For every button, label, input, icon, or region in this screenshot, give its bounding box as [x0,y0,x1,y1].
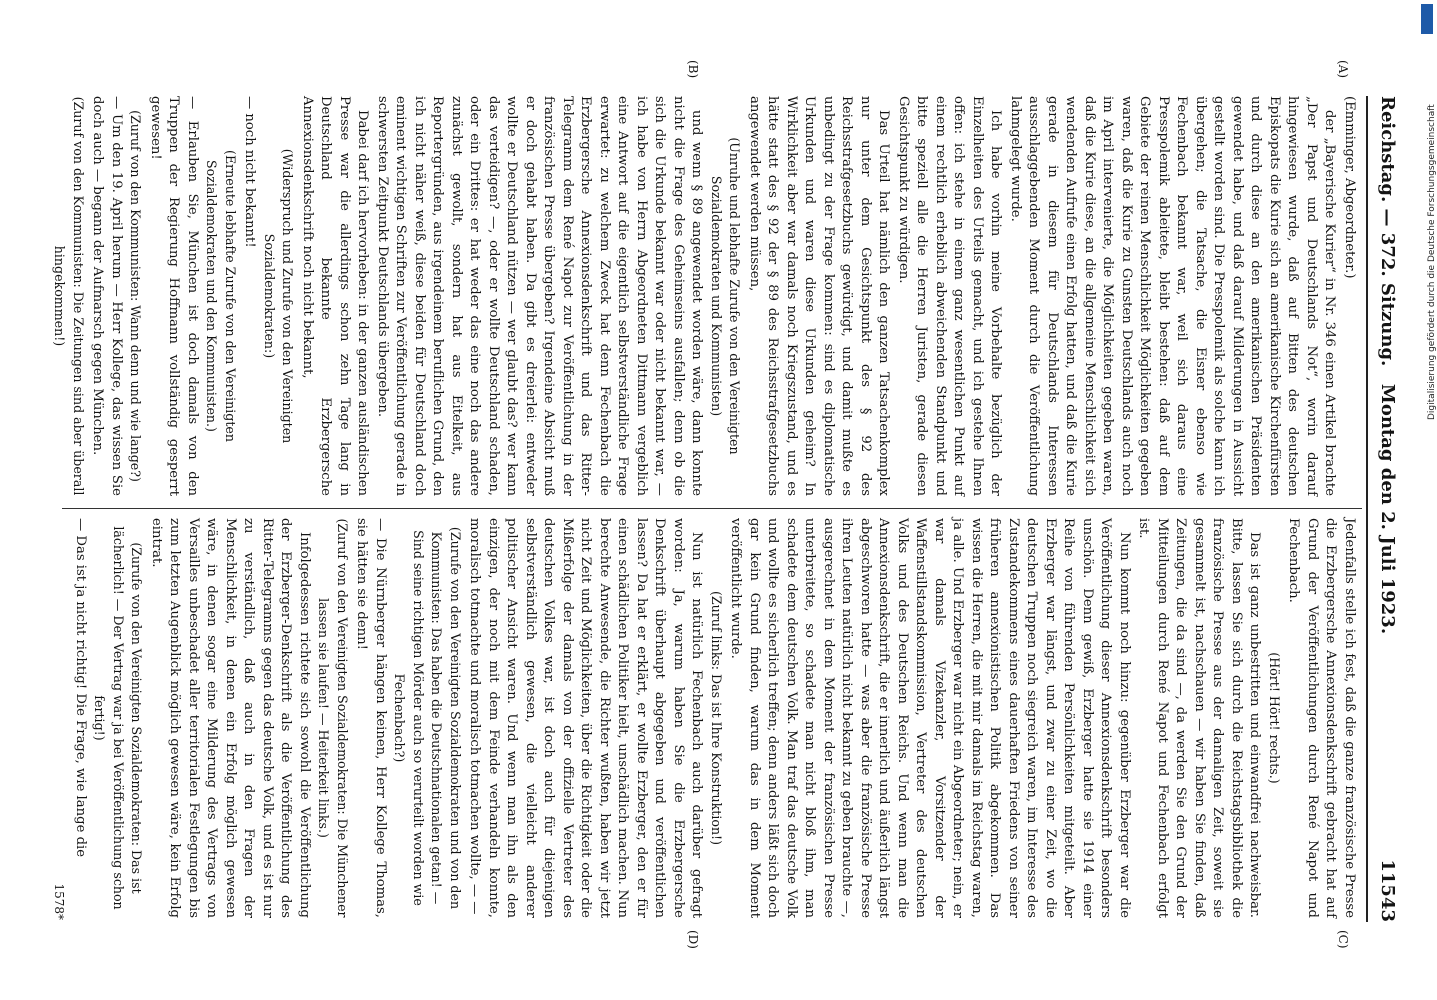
header-left: Reichstag. — 372. Sitzung. [1377,96,1398,367]
paragraph: (Widerspruch und Zurufe von den Vereinigten Sozialdemokraten:) [262,148,296,444]
column-divider [62,508,1362,509]
paragraph: Infolgedessen richtete sich sowohl die Veröffentlichung der Erzberger-Denkschrift als die Veröffentlichung des Ritter-Telegramms gegen das deutsche Volk, und es ist nur zu verständlich, daß auch in den Fragen der Menschlichkeit, in denen ein Erfolg möglich gewesen wäre, in denen sogar eine Milderung des Vertrags von Versailles unbeschadet aller territorialen Festlegungen bis zum letzten Augenblick möglich gewesen wäre, kein Erfolg eintrat. [149,518,312,918]
paragraph: Das Urteil hat nämlich den ganzen Tatsachenkomplex nur unter dem Gesichtspunkt des § 92 des Reichsstrafgesetzbuchs gewürdigt, und damit mußte es unbedingt zu der Frage kommen: sind es diplomatische Urkunden und waren diese Urkunden geheim? In Wirklichkeit aber war damals noch Kriegszustand, und es hätte statt des § 92 der § 89 des Reichsstrafgesetzbuchs angewendet werden müssen, [747,96,892,496]
text-column-right [48,518,1358,918]
paragraph: (Unruhe und lebhafte Zurufe von den Vereinigten Sozialdemokraten und Kommunisten) [709,137,743,455]
page-header [1368,96,1398,922]
paragraph: Jedenfalls stelle ich fest, daß die ganze französische Presse die Erzbergersche Annexionsdenkschrift gebracht hat auf Grund der Veröffentlichungen durch René Napot und Fechenbach. [1286,518,1357,918]
header-rule [1366,96,1368,922]
margin-mark-c: (C) [1336,930,1350,949]
dfg-sidebar [1420,0,1437,1000]
paragraph: (Zuruf von den Kommunisten: Wann denn und wie lange?) [128,110,144,482]
margin-mark-d: (D) [686,930,700,949]
paragraph: (Hört! Hört! rechts.) [1267,652,1282,784]
margin-mark-b: (B) [686,60,700,79]
paragraph: Ich habe vorhin meine Vorbehalte bezüglich der Einzelheiten des Urteils gemacht, und ich gestehe Ihnen offen: ich stehe in einem ganz wesentlichen Punkt auf einem rechtlich erheblich abweichenden Standpunkt und bitte speziell alle die Herren Juristen, gerade diesen Gesichtspunkt zu würdigen. [896,96,1004,496]
paragraph: (Emminger, Abgeordneter.) [1342,96,1357,279]
margin-mark-a: (A) [1336,60,1350,79]
dfg-credit: Digitalisierung gefördert durch die Deutsche Forschungsgemeinschaft [1427,104,1437,420]
paragraph: — Erlauben Sie, München ist doch damals von den Truppen der Regierung Hoffmann vollständig gesperrt gewesen! [148,96,200,496]
paragraph: — noch nicht bekannt! [242,96,258,248]
paragraph: Nun ist natürlich Fechenbach auch darüber gefragt worden: Ja, warum haben Sie die Erzbergersche Denkschrift überhaupt abgegeben und veröffentlichen lassen? Da hat er erklärt, er wollte Erzberger, den er für einen schädlichen Politiker hielt, unschädlich machen. Nun berechte Anwesende, die Richter wußten, haben wir jetzt nicht Zeit und Möglichkeiten, über die Richtigkeit oder die Mißerfolge der damals von der offizielle Vertreter des deutschen Volkes war, ist doch auch für diejenigen selbstverständlich gewesen, die vielleicht anderer politischer Ansicht waren. Und wenn man ihn als den einzigen, der noch mit dem Feinde verhandeln konnte, moralisch totmachte und moralisch totmachen wollte, — — [467,518,705,918]
page-footer-mark: 1578* [52,883,66,920]
paragraph: und wenn § 89 angewendet worden wäre, dann konnte nicht die Frage des Geheimseins ausfallen; denn ob die sich die Urkunde bekannt war oder nicht bekannt war, — ich habe von Herrn Abgeordneten Dittmann vergeblich eine Antwort auf die eigentlich selbstverständliche Frage erwartet: zu welchem Zweck hat denn Fechenbach die Erzbergersche Annexionsdenkschrift und das Ritter-Telegramm dem René Napot zur Veröffentlichung in der französischen Presse übergeben? Irgendeine Absicht muß er doch gehabt haben. Da gibt es dreierlei: entweder wollte er Deutschland nützen — wer glaubt das? wer kann das verteidigen? —, oder er wollte Deutschland schaden, oder ein Drittes: er hat weder das eine noch das andere zunächst gewollt, sondern hat aus Eitelkeit, aus Reportergründen, aus irgendeinem beruflichen Grund, den ich nicht näher weiß, diese beiden für Deutschland doch eminent wichtigen Schriften zur Veröffentlichung gerade in schwersten Zeitpunkt Deutschlands übergeben. [375,96,705,496]
paragraph: (Zuruf von den Vereinigten Sozialdemokraten: Die Münchener lassen sie laufen! — Heiterkeit links.) [316,518,350,918]
paragraph: der „Bayerische Kurier“ in Nr. 346 einen Artikel brachte „Der Papst und Deutschlands Not“, worin darauf hingewiesen wurde, daß auf Bitten des deutschen Episkopats die Kurie sich an amerikanische Kirchenfürsten und durch diese an den amerikanischen Präsidenten gewendet habe, und daß darauf Milderungen in Aussicht gestellt worden sind. Die Presspolemik als solche kann ich übergehen; die Tatsache, die Eisner ebenso wie Fechenbach bekannt war, weil sich daraus eine Presspolemik ableitete, bleibt bestehen: daß auf dem Gebiete der reinen Menschlichkeit Möglichkeiten gegeben waren, daß die Kurie zu Gunsten Deutschlands auch noch im April intervenierte, die Möglichkeiten gegeben waren, daß die Kurie diese, an die allgemeine Menschlichkeit sich wendenden Aufrufe einen Erfolg hatten, und daß die Kurie gerade in diesem für Deutschlands Interessen ausschlaggebenden Moment durch die Veröffentlichung lahmgelegt wurde. [1008,96,1338,496]
paragraph: Dabei darf ich hervorheben: in der ganzen ausländischen Presse war die allerdings schon zehn Tage lang in Deutschland bekannte Erzbergersche Annexionsdenkschrift noch nicht bekannt, [300,96,371,496]
paragraph: Das ist ganz unbestritten und einwandfrei nachweisbar. Bitte, lassen Sie sich durch die Reichstagsbibliothek die französische Presse aus der damaligen Zeit, soweit sie gesammelt ist, nachschauen — wir haben Sie finden, daß Zeitungen, die da sind —, da werden Sie den Grund der Mitteilungen durch René Napot und Fechenbach erfolgt ist. [1136,518,1263,918]
header-center: Montag den 2. Juli 1923. [1377,383,1398,635]
paragraph: (Zurufe von den Vereinigten Sozialdemokraten: Das ist lächerlich! — Der Vertrag war ja bei Veröffentlichung schon fertig!) [92,526,145,910]
paragraph: Nun kommt noch hinzu: gegenüber Erzberger war die Veröffentlichung dieser Annexionsdenkschrift besonders unschön. Denn gewiß, Erzberger hatte sie 1914 einer Reihe von führenden Persönlichkeiten mitgeteilt. Aber Erzberger war längst, und zwar zu einer Zeit, wo die deutschen Truppen noch siegreich waren, im Interesse des Zustandekommens eines dauerhaften Friedens von seiner früheren annexionistischen Politik abgekommen. Das wissen die Herren, die mit mir damals im Reichstag waren, ja alle. Und Erzberger war nicht ein Abgeordneter; nein, er war damals Vizekanzler, Vorsitzender der Waffenstillstandskommission, Vertreter des deutschen Volks und des Deutschen Reichs. Und wenn man die Annexionsdenkschrift, die er innerlich und äußerlich längst abgeschworen hatte — was aber die französische Presse ihren Leuten natürlich nicht bekannt zu geben brauchte —, ausgerechnet in dem Moment der französischen Presse unterbreitete, so schadete man nicht bloß ihm, man schadete dem deutschen Volk. Man traf das deutsche Volk und wollte es sicherlich treffen; denn anders läßt sich doch gar kein Grund finden, warum das in dem Moment veröffentlicht wurde. [728,518,1132,918]
paragraph: (Zurufe von den Vereinigten Sozialdemokraten und von den Kommunisten: Das haben die Deutschnationalen getan! — Sind seine richtigen Mörder auch so verurteilt worden wie Fechenbach?) [392,526,463,910]
page-number: 11543 [1377,859,1398,922]
paragraph: — Die Nürnberger hängen keinen, Herr Kollege Thomas, sie hätten sie denn! [354,518,388,918]
paragraph: (Zuruf links: Das ist Ihre Konstruktion!) [709,590,724,846]
paragraph: (Erneute lebhafte Zurufe von den Vereinigten Sozialdemokraten und den Kommunisten.) [204,150,238,442]
text-column-left [48,96,1358,496]
paragraph: (Zuruf von den Kommunisten: Die Zeitungen sind aber überall hingekommen!) [52,96,86,496]
paragraph: — Das ist ja nicht richtig! Die Frage, wie lange die [73,518,88,858]
paragraph: — Um den 19. April herum — Herr Kollege, das wissen Sie doch auch — begann der Aufmarsch gegen München. [90,96,124,496]
